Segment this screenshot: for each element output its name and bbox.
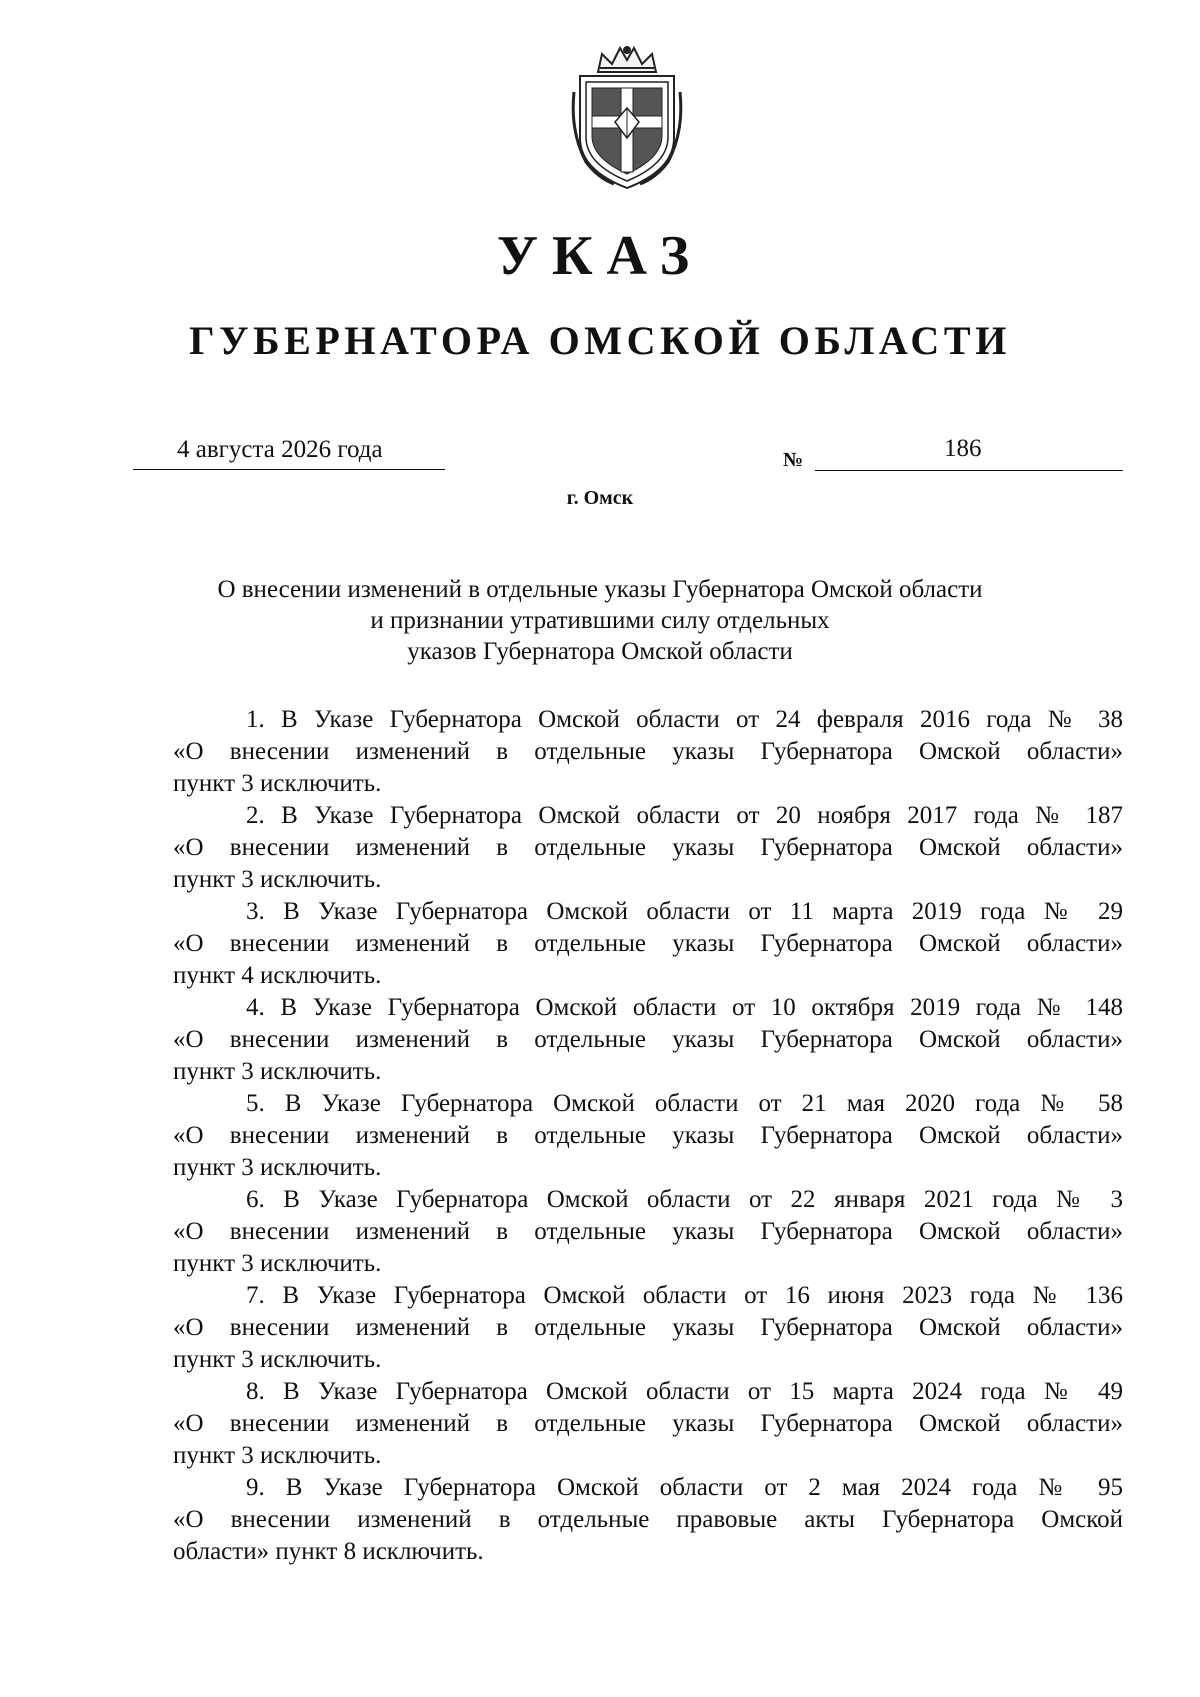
clause-line: «О внесении изменений в отдельные указы Губернатора Омской области» (173, 1218, 1123, 1245)
clause-line: пункт 3 исключить. (173, 1058, 382, 1085)
clause-line: пункт 3 исключить. (173, 1154, 382, 1181)
clause-line: 4. В Указе Губернатора Омской области от 10 октября 2019 года № 148 (246, 994, 1123, 1021)
clause-line: «О внесении изменений в отдельные указы Губернатора Омской области» (173, 1122, 1123, 1149)
number-sign: № (783, 449, 804, 471)
clause-9 (173, 1472, 1123, 1568)
clause-4 (173, 992, 1123, 1088)
heading-line: О внесении изменений в отдельные указы Губернатора Омской области (217, 576, 983, 603)
clause-line: пункт 4 исключить. (173, 962, 382, 989)
clause-line: 8. В Указе Губернатора Омской области от 15 марта 2024 года № 49 (246, 1378, 1123, 1405)
clause-line: пункт 3 исключить. (173, 1346, 382, 1373)
decree-number: 186 (944, 435, 982, 462)
decree-date: 4 августа 2026 года (177, 436, 383, 463)
document-body (173, 704, 1123, 1568)
clause-line: пункт 3 исключить. (173, 1250, 382, 1277)
clause-line: «О внесении изменений в отдельные правовые акты Губернатора Омской (173, 1506, 1123, 1533)
clause-2 (173, 800, 1123, 896)
clause-line: 3. В Указе Губернатора Омской области от 11 марта 2019 года № 29 (246, 898, 1123, 925)
clause-line: 7. В Указе Губернатора Омской области от 16 июня 2023 года № 136 (246, 1282, 1123, 1309)
clause-line: 6. В Указе Губернатора Омской области от 22 января 2021 года № 3 (246, 1186, 1123, 1213)
clause-6 (173, 1184, 1123, 1280)
heading-line: и признании утратившими силу отдельных (370, 607, 830, 634)
decree-title: УКАЗ (496, 225, 704, 287)
decree-issuer: ГУБЕРНАТОРА ОМСКОЙ ОБЛАСТИ (189, 318, 1011, 363)
document-heading (150, 574, 1050, 667)
clause-line: пункт 3 исключить. (173, 866, 382, 893)
clause-1 (173, 704, 1123, 800)
clause-line: пункт 3 исключить. (173, 770, 382, 797)
clause-line: пункт 3 исключить. (173, 1442, 382, 1469)
clause-line: 2. В Указе Губернатора Омской области от 20 ноября 2017 года № 187 (246, 802, 1123, 829)
heading-line: указов Губернатора Омской области (407, 638, 793, 665)
clause-line: 1. В Указе Губернатора Омской области от 24 февраля 2016 года № 38 (246, 706, 1123, 733)
clause-line: «О внесении изменений в отдельные указы Губернатора Омской области» (173, 1410, 1123, 1437)
decree-date-field (133, 433, 445, 470)
clause-line: 5. В Указе Губернатора Омской области от 21 мая 2020 года № 58 (246, 1090, 1123, 1117)
decree-number-field (815, 432, 1123, 471)
omsk-coat-of-arms-emblem (568, 42, 686, 192)
clause-7 (173, 1280, 1123, 1376)
clause-3 (173, 896, 1123, 992)
clause-8 (173, 1376, 1123, 1472)
clause-line: «О внесении изменений в отдельные указы Губернатора Омской области» (173, 930, 1123, 957)
clause-line: «О внесении изменений в отдельные указы Губернатора Омской области» (173, 738, 1123, 765)
clause-line: «О внесении изменений в отдельные указы Губернатора Омской области» (173, 834, 1123, 861)
clause-line: «О внесении изменений в отдельные указы Губернатора Омской области» (173, 1026, 1123, 1053)
clause-line: области» пункт 8 исключить. (173, 1538, 484, 1565)
clause-5 (173, 1088, 1123, 1184)
city-label: г. Омск (566, 487, 634, 509)
clause-line: 9. В Указе Губернатора Омской области от 2 мая 2024 года № 95 (246, 1474, 1123, 1501)
clause-line: «О внесении изменений в отдельные указы Губернатора Омской области» (173, 1314, 1123, 1341)
